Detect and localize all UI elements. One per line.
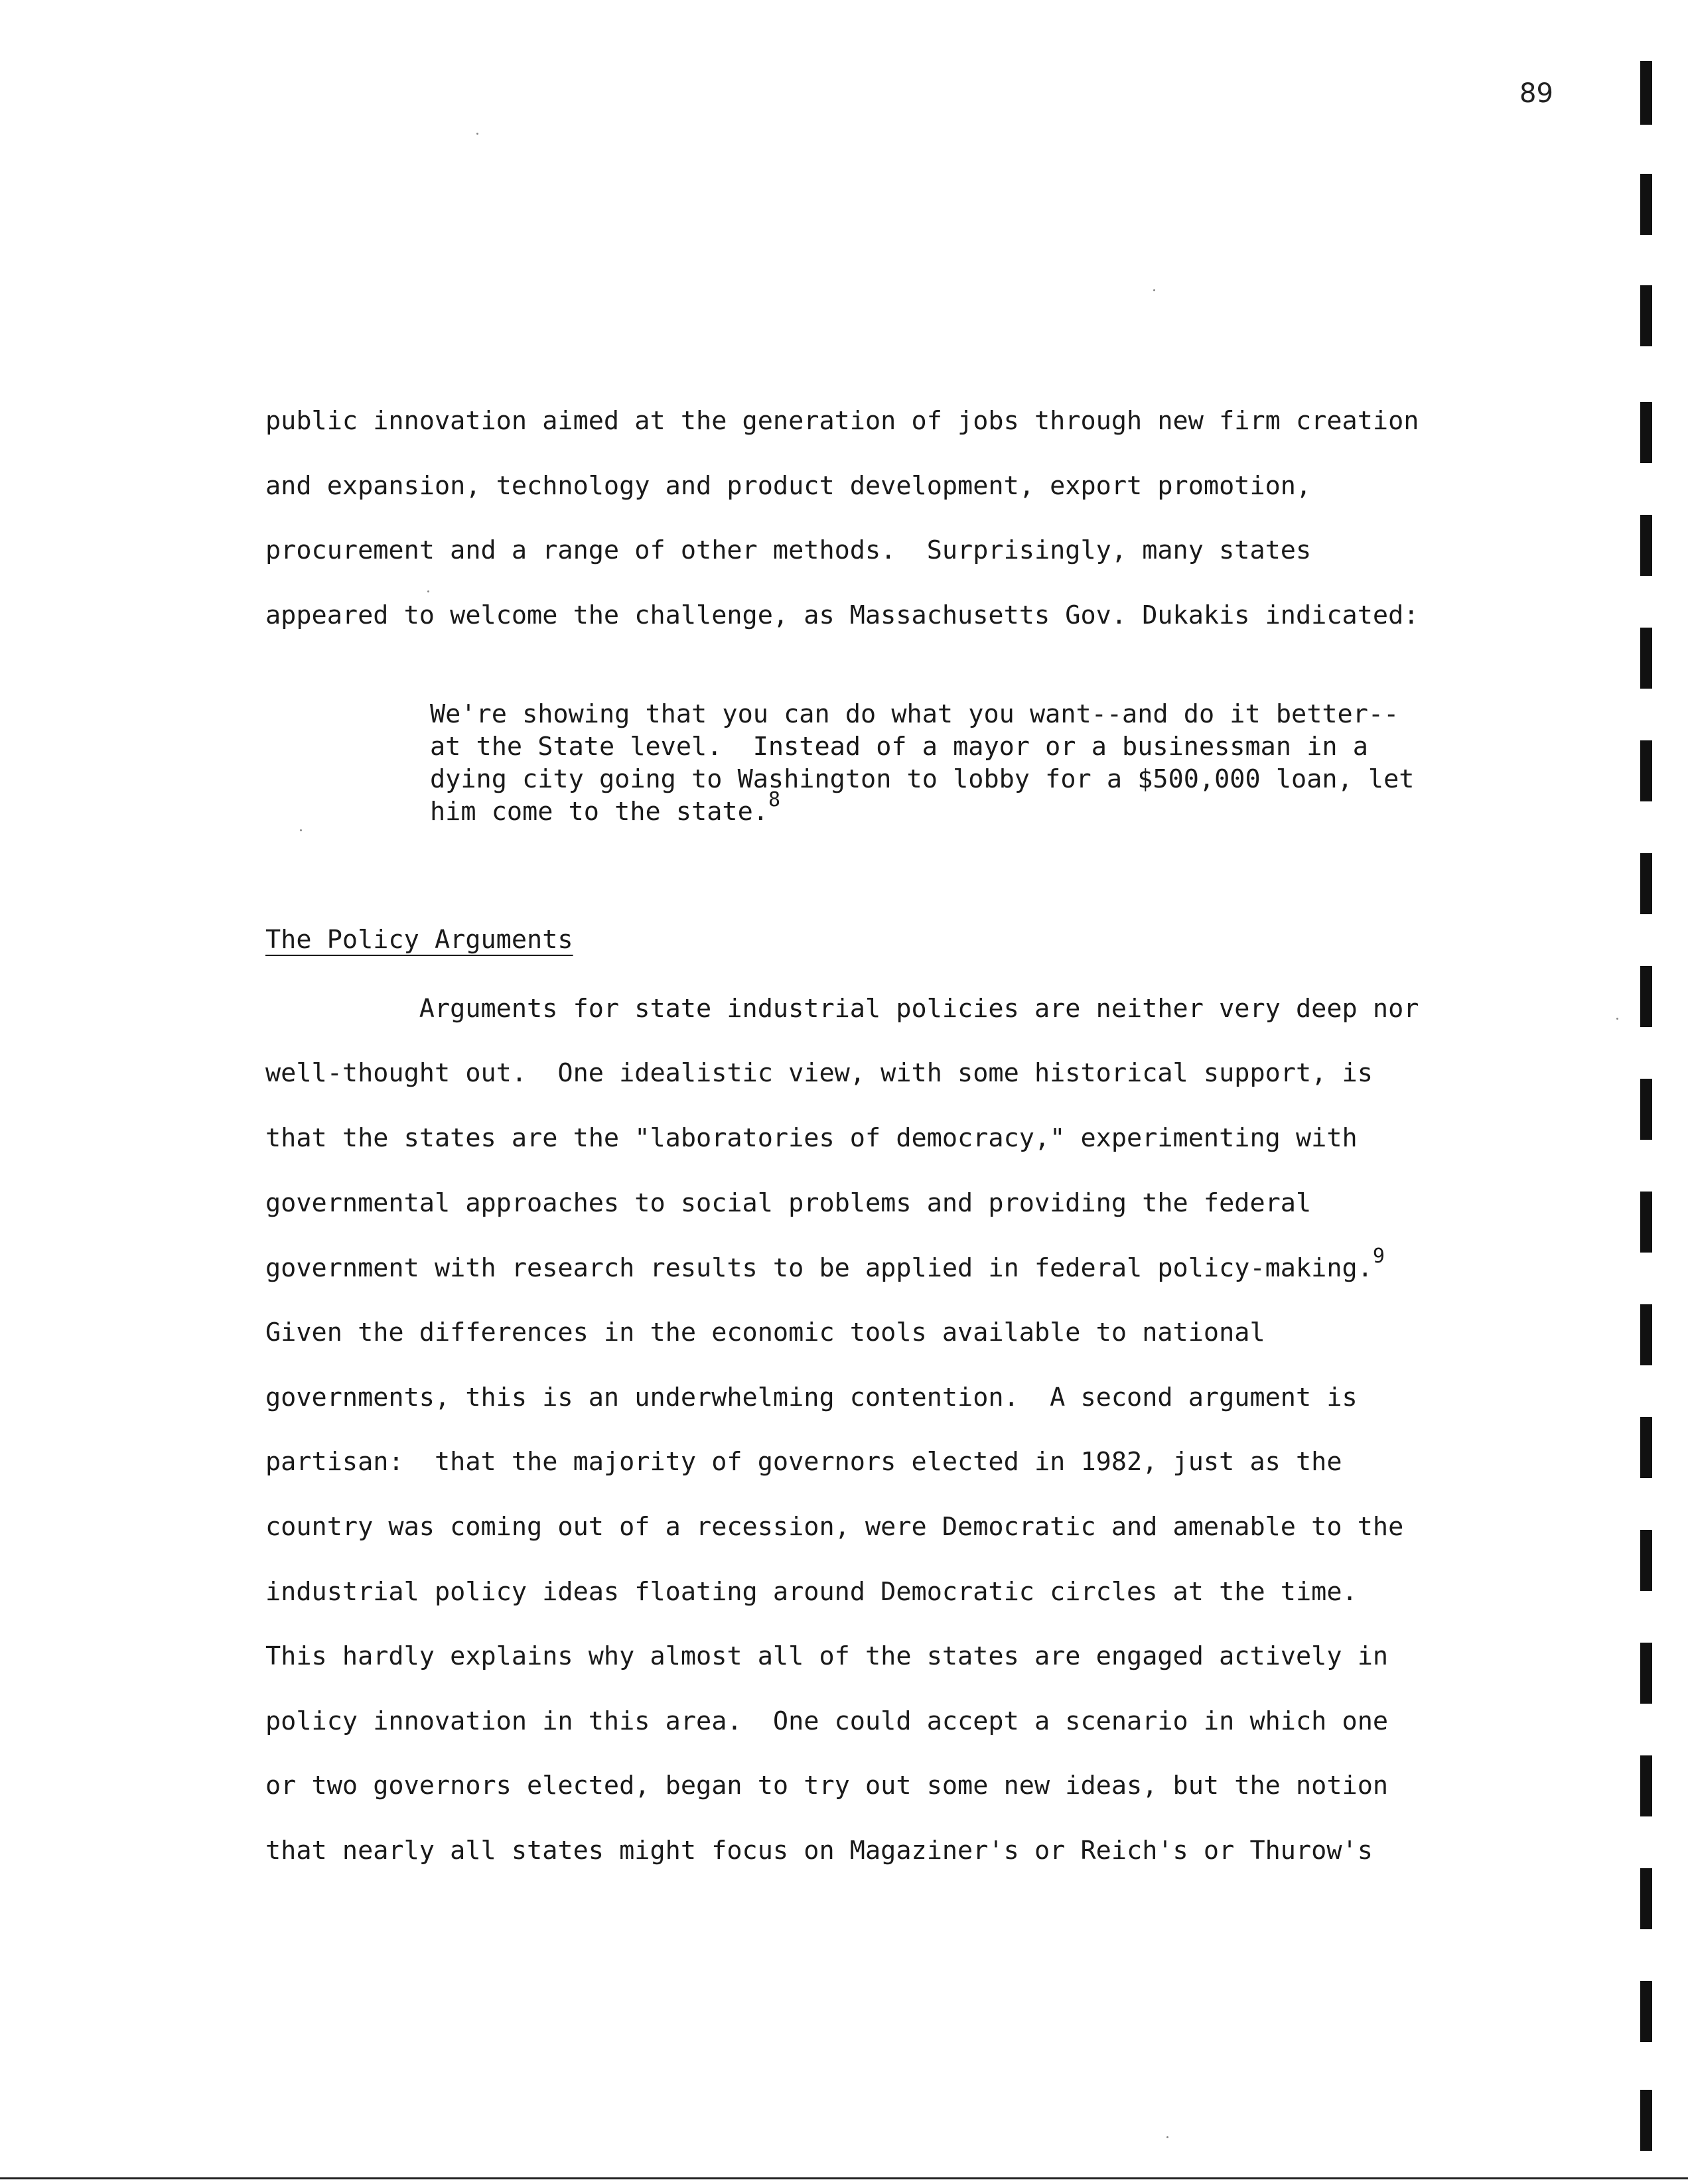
scan-bar [1640, 1530, 1652, 1591]
quote-line: dying city going to Washington to lobby for a $500,000 loan, let [430, 764, 1415, 794]
section-heading: The Policy Arguments [265, 925, 573, 955]
paragraph-line: country was coming out of a recession, were Democratic and amenable to the [265, 1512, 1404, 1542]
paragraph-line: policy innovation in this area. One could accept a scenario in which one [265, 1706, 1389, 1736]
scan-bar [1640, 515, 1652, 576]
footnote-marker: 9 [1372, 1245, 1385, 1268]
paragraph-line: or two governors elected, began to try out some new ideas, but the notion [265, 1771, 1389, 1801]
scan-bar [1640, 285, 1652, 346]
scan-bar [1640, 174, 1652, 235]
scan-bar [1640, 1417, 1652, 1478]
scan-bar [1640, 402, 1652, 463]
scan-bar [1640, 1643, 1652, 1704]
paragraph-line: Given the differences in the economic tools available to national [265, 1318, 1265, 1347]
paragraph-line: industrial policy ideas floating around Democratic circles at the time. [265, 1577, 1358, 1607]
page-bottom-edge [0, 2177, 1688, 2179]
scan-speck [1166, 2136, 1168, 2138]
quote-line-text: him come to the state. [430, 797, 768, 827]
scan-bar [1640, 1192, 1652, 1253]
paragraph-line: Arguments for state industrial policies are neither very deep nor [265, 994, 1419, 1024]
scan-bar [1640, 1868, 1652, 1929]
paragraph-line: This hardly explains why almost all of the states are engaged actively in [265, 1641, 1389, 1671]
scan-bar [1640, 1079, 1652, 1140]
paragraph-line: well-thought out. One idealistic view, with some historical support, is [265, 1058, 1373, 1088]
paragraph-line: that the states are the "laboratories of democracy," experimenting with [265, 1123, 1358, 1153]
scan-bar [1640, 628, 1652, 689]
paragraph-line: public innovation aimed at the generation of jobs through new firm creation [265, 406, 1419, 436]
paragraph-line: governmental approaches to social problems and providing the federal [265, 1188, 1312, 1218]
scan-bar [1640, 853, 1652, 914]
scan-speck [300, 829, 302, 831]
paragraph-line: that nearly all states might focus on Magaziner's or Reich's or Thurow's [265, 1836, 1373, 1866]
scan-bar [1640, 966, 1652, 1027]
quote-line: We're showing that you can do what you want--and do it better-- [430, 699, 1399, 729]
scan-speck [1153, 289, 1155, 291]
paragraph-line-with-footnote [265, 1245, 1385, 1283]
paragraph-line-text: government with research results to be applied in federal policy-making. [265, 1253, 1373, 1283]
page-number: 89 [1519, 78, 1553, 109]
quote-line-last [430, 788, 780, 827]
scan-speck [427, 590, 429, 592]
scan-speck [1616, 1018, 1618, 1020]
paragraph-line: and expansion, technology and product development, export promotion, [265, 471, 1312, 501]
scan-bar [1640, 740, 1652, 801]
scan-speck [476, 133, 478, 135]
scan-bar [1640, 2090, 1652, 2151]
paragraph-line: appeared to welcome the challenge, as Massachusetts Gov. Dukakis indicated: [265, 600, 1419, 630]
paragraph-line: partisan: that the majority of governors elected in 1982, just as the [265, 1447, 1342, 1477]
paragraph-line: governments, this is an underwhelming contention. A second argument is [265, 1383, 1358, 1412]
quote-line: at the State level. Instead of a mayor or a businessman in a [430, 732, 1368, 762]
scan-bar [1640, 1304, 1652, 1365]
scan-bar [1640, 1981, 1652, 2042]
footnote-marker: 8 [768, 788, 780, 811]
scan-bar [1640, 1755, 1652, 1816]
scan-bar [1640, 61, 1652, 125]
paragraph-line: procurement and a range of other methods. Surprisingly, many states [265, 535, 1312, 565]
